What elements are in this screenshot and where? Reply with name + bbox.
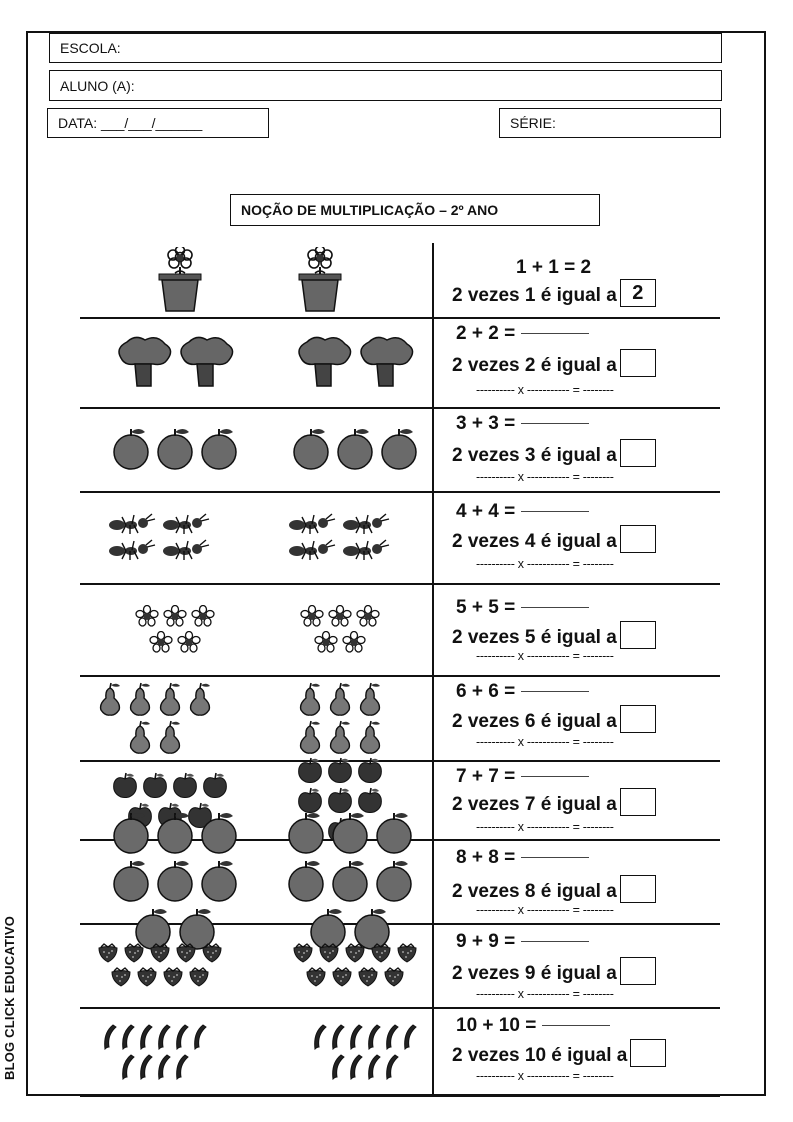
ant-icon [162,539,212,561]
banana-icon [157,1054,171,1080]
strawberry-icon [318,943,340,963]
left-group [140,247,220,313]
banana-icon [103,1024,117,1050]
answer-area [452,675,720,760]
right-group [270,843,430,919]
right-group [305,1011,425,1092]
multiplication-blanks[interactable]: ---------- x ----------- = -------- [476,383,614,397]
addition-text: 9 + 9 = [456,931,516,952]
pear-icon [157,720,183,754]
strawberry-icon [344,943,366,963]
banana-icon [349,1024,363,1050]
orange-icon [330,859,370,903]
answer-area [452,491,720,583]
multiplication-blanks[interactable]: ---------- x ----------- = -------- [476,470,614,484]
sentence-text: 2 vezes 6 é igual a [452,711,617,732]
date-field[interactable] [47,108,269,138]
picture-area [80,923,432,1007]
strawberry-icon [188,967,210,987]
answer-area [452,923,720,1007]
multiplication-sentence [452,525,656,553]
answer-box[interactable] [620,705,656,733]
sentence-text: 2 vezes 5 é igual a [452,627,617,648]
multiplication-blanks[interactable]: ---------- x ----------- = -------- [476,820,614,834]
addition-answer-blank[interactable] [521,423,589,424]
picture-area [80,491,432,583]
orange-icon [379,427,419,471]
right-group [280,495,400,579]
multiplication-blanks[interactable]: ---------- x ----------- = -------- [476,649,614,663]
sentence-text: 2 vezes 8 é igual a [452,881,617,902]
pear-icon [127,682,153,716]
apple-icon [357,757,383,783]
multiplication-blanks[interactable]: ---------- x ----------- = -------- [476,987,614,1001]
orange-icon [291,427,331,471]
addition-text: 2 + 2 = [456,323,516,344]
banana-icon [349,1054,363,1080]
strawberry-icon [370,943,392,963]
banana-icon [313,1024,327,1050]
pear-icon [297,720,323,754]
addition-text: 4 + 4 = [456,501,516,522]
picture-area [80,407,432,491]
tree-icon [115,336,173,388]
page-title [230,194,600,226]
answer-box[interactable]: 2 [620,279,656,307]
orange-icon [199,427,239,471]
orange-icon [155,811,195,855]
strawberry-icon [110,967,132,987]
right-group [280,247,360,313]
ant-icon [108,513,158,535]
banana-icon [403,1024,417,1050]
grade-field[interactable] [499,108,721,138]
multiplication-blanks[interactable]: ---------- x ----------- = -------- [476,1069,614,1083]
left-group [100,411,250,487]
answer-area [452,317,720,407]
addition-answer-blank[interactable] [521,511,589,512]
multiplication-blanks[interactable]: ---------- x ----------- = -------- [476,557,614,571]
exercise-row [80,1007,720,1096]
multiplication-sentence [452,705,656,733]
addition-text: 1 + 1 = 2 [516,257,592,278]
date-label: DATA: ___/___/______ [58,115,203,131]
ant-icon [108,539,158,561]
addition-equation [456,766,589,788]
orange-icon [286,811,326,855]
multiplication-sentence [452,1039,666,1067]
left-group [95,927,225,1003]
daisy-icon [356,605,380,627]
daisy-icon [342,631,366,653]
addition-text: 10 + 10 = [456,1015,537,1036]
pear-icon [357,720,383,754]
multiplication-sentence [452,349,656,377]
orange-icon [374,859,414,903]
addition-answer-blank[interactable] [521,857,589,858]
addition-text: 3 + 3 = [456,413,516,434]
exercise-row [80,675,720,760]
ant-icon [342,539,392,561]
answer-box[interactable] [630,1039,666,1067]
strawberry-icon [162,967,184,987]
apple-icon [327,757,353,783]
addition-answer-blank[interactable] [521,691,589,692]
sentence-text: 2 vezes 10 é igual a [452,1045,628,1066]
answer-area [452,1007,720,1096]
multiplication-blanks[interactable]: ---------- x ----------- = -------- [476,735,614,749]
right-group [290,587,390,671]
addition-text: 7 + 7 = [456,766,516,787]
multiplication-sentence [452,439,656,467]
orange-icon [199,811,239,855]
strawberry-icon [357,967,379,987]
left-group [90,679,220,756]
left-group [100,843,250,919]
strawberry-icon [136,967,158,987]
multiplication-sentence [452,788,656,816]
banana-icon [193,1024,207,1050]
daisy-icon [135,605,159,627]
grade-label: SÉRIE: [510,115,556,131]
daisy-icon [314,631,338,653]
orange-icon [199,859,239,903]
addition-text: 8 + 8 = [456,847,516,868]
banana-icon [175,1024,189,1050]
sentence-text: 2 vezes 1 é igual a [452,285,617,306]
orange-icon [111,427,151,471]
school-label: ESCOLA: [60,40,121,56]
exercise-row [80,491,720,583]
addition-equation [456,1015,610,1037]
answer-area [452,243,720,317]
strawberry-icon [383,967,405,987]
ant-icon [288,513,338,535]
orange-icon [335,427,375,471]
exercise-row [80,583,720,675]
tree-icon [357,336,415,388]
answer-box[interactable] [620,875,656,903]
exercise-row [80,923,720,1007]
strawberry-icon [331,967,353,987]
addition-answer-blank[interactable] [521,941,589,942]
apple-icon [172,772,198,798]
answer-box[interactable] [620,788,656,816]
left-group [130,587,220,671]
banana-icon [121,1054,135,1080]
addition-equation [516,257,591,279]
banana-icon [175,1054,189,1080]
pear-icon [297,682,323,716]
strawberry-icon [305,967,327,987]
right-group [290,679,390,756]
banana-icon [121,1024,135,1050]
answer-area [452,760,720,839]
apple-icon [357,787,383,813]
multiplication-sentence [452,279,656,307]
addition-answer-blank[interactable] [521,333,589,334]
flower-pot-icon [295,247,345,313]
right-group [280,321,430,403]
title-text: NOÇÃO DE MULTIPLICAÇÃO – 2º ANO [241,202,499,218]
orange-icon [330,811,370,855]
apple-icon [142,772,168,798]
strawberry-icon [396,943,418,963]
banana-icon [385,1054,399,1080]
banana-icon [367,1024,381,1050]
picture-area [80,583,432,675]
apple-icon [112,772,138,798]
addition-equation [456,413,589,435]
addition-answer-blank[interactable] [521,607,589,608]
orange-icon [111,859,151,903]
answer-area [452,583,720,675]
orange-icon [286,859,326,903]
student-field[interactable] [49,70,722,101]
addition-equation [456,323,589,345]
answer-box[interactable] [620,439,656,467]
tree-icon [177,336,235,388]
daisy-icon [328,605,352,627]
orange-icon [111,811,151,855]
sentence-text: 2 vezes 2 é igual a [452,355,617,376]
picture-area [80,675,432,760]
strawberry-icon [149,943,171,963]
picture-area [80,839,432,923]
exercise-row [80,407,720,491]
ant-icon [288,539,338,561]
ant-icon [162,513,212,535]
flower-pot-icon [155,247,205,313]
multiplication-sentence [452,621,656,649]
strawberry-icon [175,943,197,963]
addition-equation [456,681,589,703]
orange-icon [374,811,414,855]
daisy-icon [300,605,324,627]
apple-icon [297,757,323,783]
ant-icon [342,513,392,535]
exercise-row [80,839,720,923]
picture-area [80,317,432,407]
answer-box[interactable] [620,957,656,985]
sentence-text: 2 vezes 7 é igual a [452,794,617,815]
addition-answer-blank[interactable] [542,1025,610,1026]
pear-icon [97,682,123,716]
banana-icon [331,1024,345,1050]
orange-icon [155,859,195,903]
picture-area [80,1007,432,1096]
daisy-icon [149,631,173,653]
blog-watermark [2,916,17,1080]
orange-icon [155,427,195,471]
pear-icon [327,720,353,754]
right-group [290,927,420,1003]
left-group [100,321,250,403]
addition-text: 5 + 5 = [456,597,516,618]
addition-equation [456,847,589,869]
left-group [100,495,220,579]
banana-icon [385,1024,399,1050]
answer-box[interactable] [620,621,656,649]
strawberry-icon [97,943,119,963]
pear-icon [127,720,153,754]
sentence-text: 2 vezes 4 é igual a [452,531,617,552]
picture-area [80,243,432,317]
exercise-row [80,317,720,407]
school-field[interactable] [49,33,722,63]
pear-icon [327,682,353,716]
pear-icon [157,682,183,716]
answer-area [452,407,720,491]
multiplication-blanks[interactable]: ---------- x ----------- = -------- [476,903,614,917]
apple-icon [297,787,323,813]
addition-answer-blank[interactable] [521,776,589,777]
left-group [95,1011,215,1092]
pear-icon [357,682,383,716]
sentence-text: 2 vezes 9 é igual a [452,963,617,984]
addition-equation [456,597,589,619]
apple-icon [327,787,353,813]
tree-icon [295,336,353,388]
daisy-icon [177,631,201,653]
banana-icon [139,1054,153,1080]
answer-box[interactable] [620,349,656,377]
answer-area [452,839,720,923]
daisy-icon [191,605,215,627]
banana-icon [331,1054,345,1080]
pear-icon [187,682,213,716]
banana-icon [139,1024,153,1050]
strawberry-icon [123,943,145,963]
strawberry-icon [201,943,223,963]
banana-icon [157,1024,171,1050]
right-group [280,411,430,487]
strawberry-icon [292,943,314,963]
answer-box[interactable] [620,525,656,553]
addition-text: 6 + 6 = [456,681,516,702]
banana-icon [367,1054,381,1080]
daisy-icon [163,605,187,627]
exercise-row [80,243,720,317]
side-text: BLOG CLICK EDUCATIVO [2,915,17,1080]
multiplication-sentence [452,875,656,903]
sentence-text: 2 vezes 3 é igual a [452,445,617,466]
student-label: ALUNO (A): [60,77,135,94]
apple-icon [202,772,228,798]
multiplication-sentence [452,957,656,985]
addition-equation [456,501,589,523]
addition-equation [456,931,589,953]
